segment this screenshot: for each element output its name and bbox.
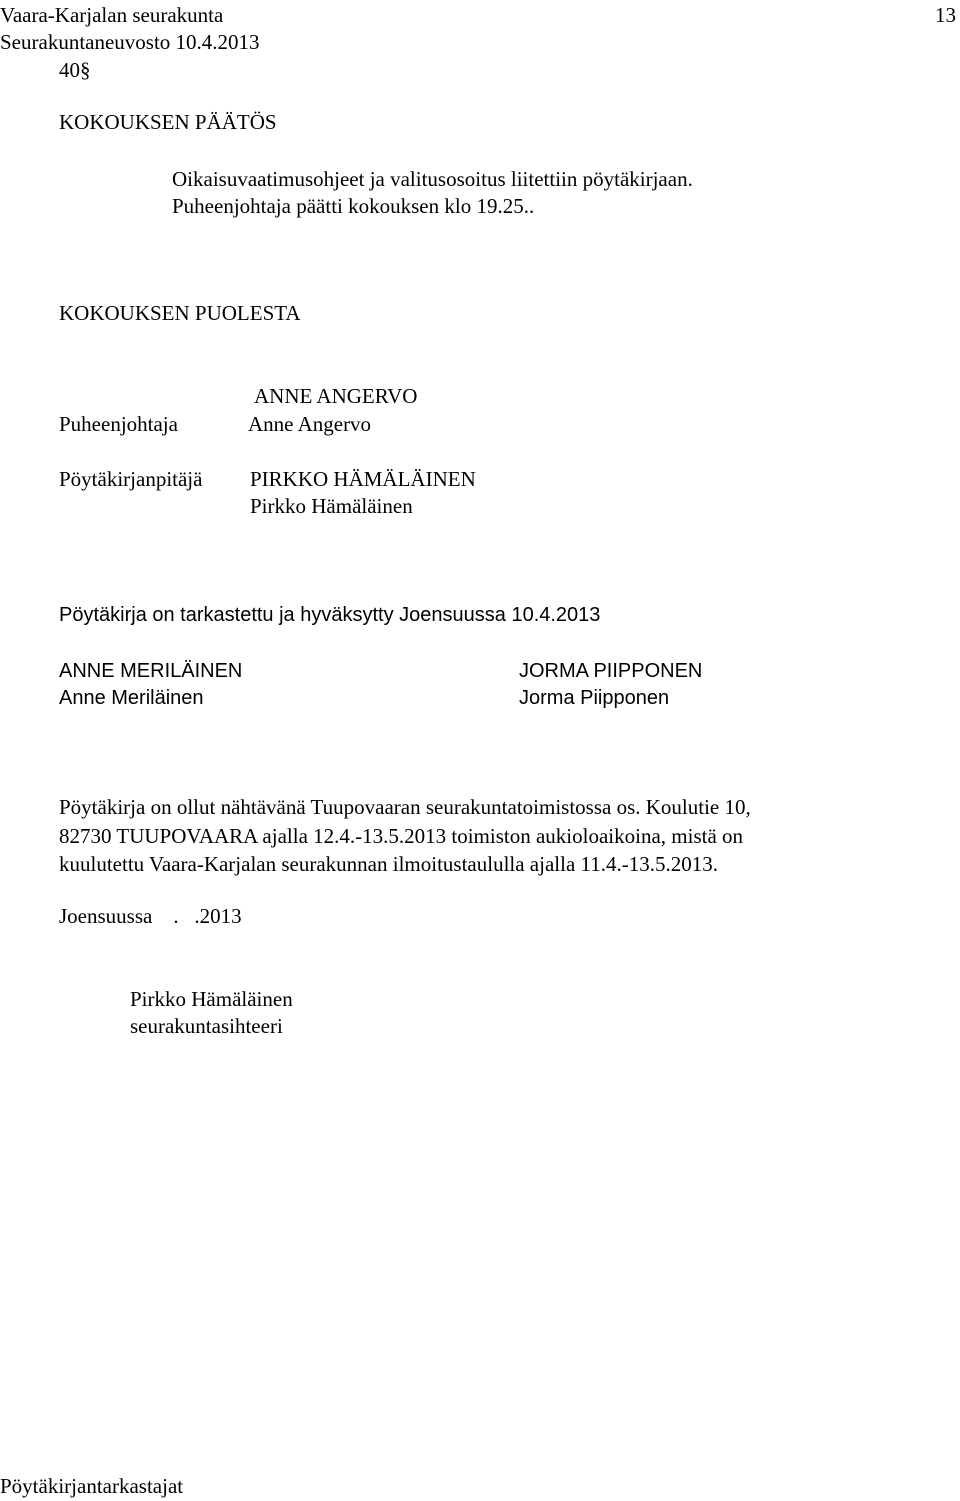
secretary-title: Pöytäkirjanpitäjä: [59, 467, 203, 491]
decision-line-1: Oikaisuvaatimusohjeet ja valitusosoitus liitettiin pöytäkirjaan.: [172, 167, 693, 191]
reviewer1-name: Anne Meriläinen: [59, 687, 204, 709]
section-number: 40§: [59, 58, 91, 82]
chair-name-caps: ANNE ANGERVO: [254, 384, 418, 408]
decision-line-2: Puheenjohtaja päätti kokouksen klo 19.25..: [172, 194, 535, 218]
decision-heading: KOKOUKSEN PÄÄTÖS: [59, 110, 277, 134]
page-number: 13: [935, 3, 956, 27]
notice-line-3: kuulutettu Vaara-Karjalan seurakunnan ilmoitustaululla ajalla 11.4.-13.5.2013.: [59, 852, 718, 876]
chair-name: Anne Angervo: [248, 412, 372, 436]
secretary-name: Pirkko Hämäläinen: [250, 494, 413, 518]
secretary-name-caps: PIRKKO HÄMÄLÄINEN: [250, 467, 476, 491]
footer-reviewers-label: Pöytäkirjantarkastajat: [0, 1474, 184, 1498]
header-meeting: Seurakuntaneuvosto 10.4.2013: [0, 30, 260, 54]
chair-title: Puheenjohtaja: [59, 412, 178, 436]
reviewer1-name-caps: ANNE MERILÄINEN: [59, 660, 243, 682]
place-date: Joensuussa . .2013: [59, 904, 242, 928]
reviewer2-name-caps: JORMA PIIPPONEN: [519, 660, 703, 682]
signatures-heading: KOKOUKSEN PUOLESTA: [59, 301, 301, 325]
notice-line-2: 82730 TUUPOVAARA ajalla 12.4.-13.5.2013 toimiston aukioloaikoina, mistä on: [59, 824, 744, 848]
review-statement: Pöytäkirja on tarkastettu ja hyväksytty Joensuussa 10.4.2013: [59, 604, 601, 626]
certifier-title: seurakuntasihteeri: [130, 1014, 283, 1038]
header-org: Vaara-Karjalan seurakunta: [0, 3, 224, 27]
reviewer2-name: Jorma Piipponen: [519, 687, 670, 709]
certifier-name: Pirkko Hämäläinen: [130, 987, 293, 1011]
notice-line-1: Pöytäkirja on ollut nähtävänä Tuupovaaran seurakuntatoimistossa os. Koulutie 10,: [59, 795, 751, 819]
